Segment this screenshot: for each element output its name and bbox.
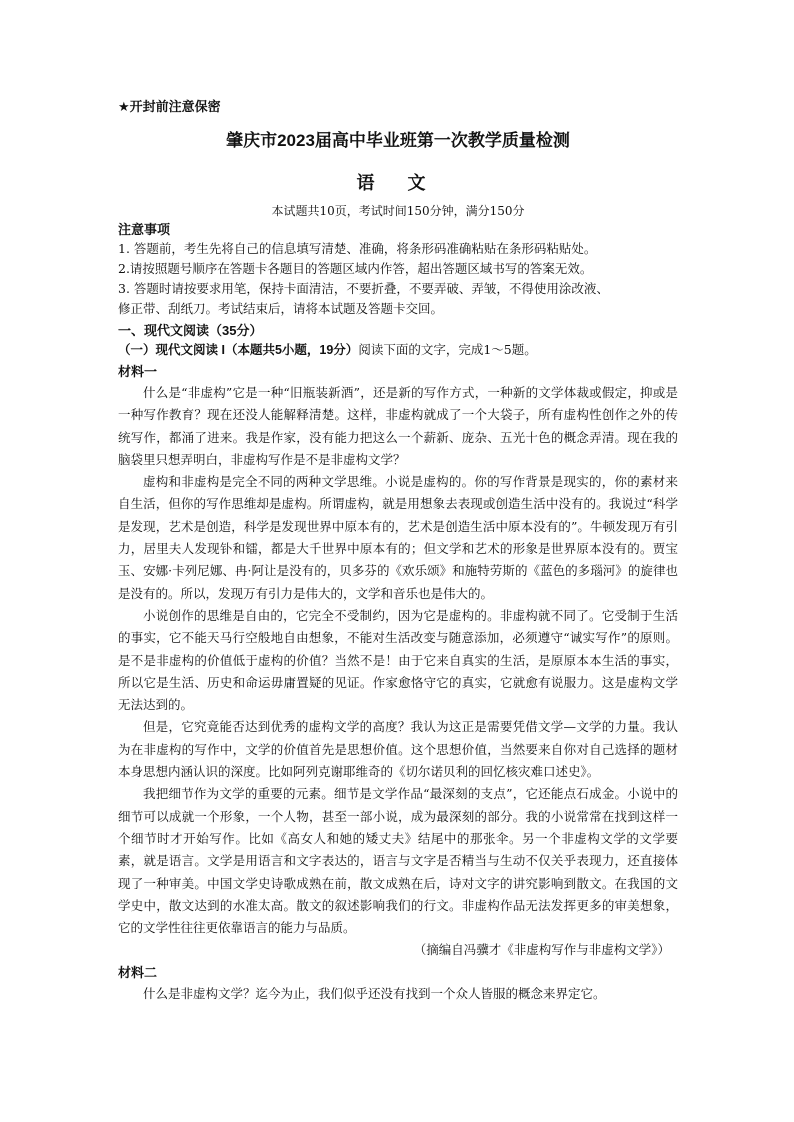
subject-title: 语 文	[356, 173, 440, 193]
material-paragraph: 我把细节作为文学的重要的元素。细节是文学作品“最深刻的支点”，它还能点石成金。小说中的细节可以成就一个形象，一个人物，甚至一部小说，成为最深刻的部分。我的小说常常在找到这样一个细节时才开始写作。比如《高女人和她的矮丈夫》结尾中的那张伞。另一个非虚构文学的文学要素，就是语言。文学是用语言和文字表达的，语言与文字是否精当与生动不仅关乎表现力，还直接体现了一种审美。中国文学史诗歌成熟在前，散文成熟在后，诗对文字的讲究影响到散文。在我国的文学史中，散文达到的水准太高。散文的叙述影响我们的行文。非虚构作品无法发挥更多的审美想象，它的文学性往往更依靠语言的能力与品质。	[118, 786, 678, 936]
material-paragraph: 虚构和非虚构是完全不同的两种文学思维。小说是虚构的。你的写作背景是现实的，你的素材来自生活，但你的写作思维却是虚构。所谓虚构，就是用想象去表现或创造生活中没有的。我说过“科学是发现，艺术是创造，科学是发现世界中原本有的，艺术是创造生活中原本没有的”。牛顿发现万有引力，居里夫人发现钋和镭，都是大千世界中原本有的；但文学和艺术的形象是世界原本没有的。贾宝玉、安娜·卡列尼娜、冉·阿让是没有的，贝多芬的《欢乐颂》和施特劳斯的《蓝色的多瑙河》的旋律也是没有的。所以，发现万有引力是伟大的，文学和音乐也是伟大的。	[118, 474, 678, 601]
section-subheading-instruction: 阅读下面的文字，完成1～5题。	[358, 342, 537, 357]
material-label: 材料一	[118, 364, 158, 379]
section-subheading	[118, 340, 678, 360]
notes-item: 修正带、刮纸刀。考试结束后，请将本试题及答题卡交回。	[118, 301, 444, 316]
notes-heading: 注意事项	[118, 222, 171, 237]
notes-item: 3. 答题时请按要求用笔，保持卡面清洁，不要折叠，不要弄破、弄皱，不得使用涂改液、	[118, 281, 609, 296]
material-label: 材料二	[118, 965, 158, 981]
section-heading: 一、现代文阅读（35分）	[118, 323, 263, 338]
section-subheading-bold: （一）现代文阅读 I（本题共5小题，19分）	[118, 343, 359, 357]
exam-page	[118, 98, 678, 1006]
material-paragraph: 但是，它究竟能否达到优秀的虚构文学的高度？我认为这正是需要凭借文学—文学的力量。我认为在非虚构的写作中，文学的价值首先是思想价值。这个思想价值，当然要来自你对自己选择的题材本身思想内涵认识的深度。比如阿列克谢耶维奇的《切尔诺贝利的回忆核灾难口述史》。	[118, 719, 678, 780]
notes-item: 2.请按照题号顺序在答题卡各题目的答题区域内作答，超出答题区域书写的答案无效。	[118, 261, 593, 276]
material-paragraph: 什么是“非虚构”它是一种“旧瓶装新酒”，还是新的写作方式，一种新的文学体裁或假定，抑或是一种写作教育？现在还没人能解释清楚。这样，非虚构就成了一个大袋子，所有虚构性创作之外的传统写作，都涌了进来。我是作家，没有能力把这么一个薪新、庞杂、五光十色的概念弄清。现在我的脑袋里只想弄明白，非虚构写作是不是非虚构文学？	[118, 385, 678, 467]
notes-item: 1. 答题前，考生先将自己的信息填写清楚、准确，将条形码准确粘贴在条形码粘贴处。	[118, 241, 597, 256]
exam-meta: 本试题共10页，考试时间150分钟，满分150分	[271, 204, 525, 218]
material-paragraph: 什么是非虚构文学？迄今为止，我们似乎还没有找到一个众人皆服的概念来界定它。	[143, 986, 606, 1002]
confidential-mark: ★开封前注意保密	[118, 99, 221, 114]
material-source: （摘编自冯骥才《非虚构写作与非虚构文学》）	[413, 942, 670, 958]
exam-title: 肇庆市2023届高中毕业班第一次教学质量检测	[226, 131, 570, 150]
material-paragraph: 小说创作的思维是自由的，它完全不受制约，因为它是虚构的。非虚构就不同了。它受制于生活的事实，它不能天马行空般地自由想象，不能对生活改变与随意添加，必须遵守“诚实写作”的原则。是不是非虚构的价值低于虚构的价值？当然不是！由于它来自真实的生活，是原原本本生活的事实，所以它是生活、历史和命运毋庸置疑的见证。作家愈恪守它的真实，它就愈有说服力。这是虚构文学无法达到的。	[118, 607, 678, 713]
